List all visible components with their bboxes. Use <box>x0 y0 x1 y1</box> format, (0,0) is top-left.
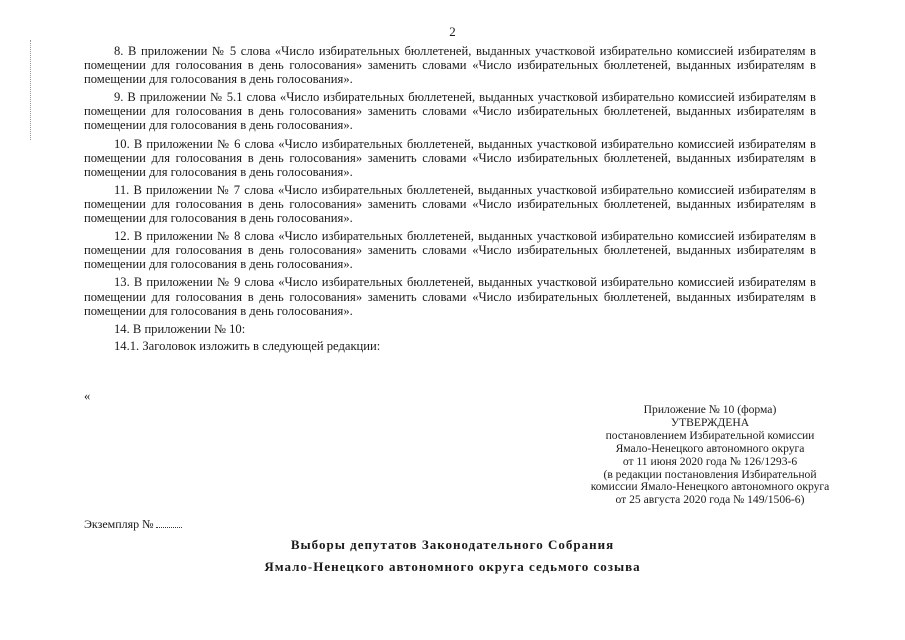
approval-line: (в редакции постановления Избирательной <box>603 467 817 481</box>
page-number: 2 <box>449 24 456 39</box>
election-heading-line2: Ямало-Ненецкого автономного округа седьмого созыва <box>264 559 641 574</box>
paragraph-14-1: 14.1. Заголовок изложить в следующей редакции: <box>114 338 381 353</box>
copy-number-blank <box>156 527 182 528</box>
approval-line: от 11 июня 2020 года № 126/1293-6 <box>622 454 798 468</box>
approval-line: УТВЕРЖДЕНА <box>670 415 750 429</box>
paragraph-12: 12. В приложении № 8 слова «Число избирательных бюллетеней, выданных участковой избирательно комиссией избирателям в помещении для голосования в день голосования» заменить словами «Число избирательных бюллетеней, выданных избирателям в помещении для голосования в день голосования». <box>84 229 816 272</box>
paragraph-8: 8. В приложении № 5 слова «Число избирательных бюллетеней, выданных участковой избирательно комиссией избирателям в помещении для голосования в день голосования» заменить словами «Число избирательных бюллетеней, выданных избирателям в помещении для голосования в день голосования». <box>84 44 816 87</box>
paragraph-13: 13. В приложении № 9 слова «Число избирательных бюллетеней, выданных участковой избирательно комиссией избирателям в помещении для голосования в день голосования» заменить словами «Число избирательных бюллетеней, выданных избирателям в помещении для голосования в день голосования». <box>84 275 816 318</box>
copy-label: Экземпляр № <box>84 517 154 531</box>
opening-quote: « <box>84 389 91 403</box>
paragraph-14: 14. В приложении № 10: <box>114 321 246 336</box>
approval-line: постановлением Избирательной комиссии <box>605 428 815 442</box>
approval-line: от 25 августа 2020 года № 149/1506-6) <box>615 493 805 507</box>
paragraph-11: 11. В приложении № 7 слова «Число избирательных бюллетеней, выданных участковой избирательно комиссией избирателям в помещении для голосования в день голосования» заменить словами «Число избирательных бюллетеней, выданных избирателям в помещении для голосования в день голосования». <box>84 182 816 226</box>
paragraph-9: 9. В приложении № 5.1 слова «Число избирательных бюллетеней, выданных участковой избирательно комиссией избирателям в помещении для голосования в день голосования» заменить словами «Число избирательных бюллетеней, выданных избирателям в помещении для голосования в день голосования». <box>84 90 816 133</box>
body-text <box>84 44 816 356</box>
approval-line: комиссии Ямало-Ненецкого автономного округа <box>590 480 830 494</box>
election-heading-line1: Выборы депутатов Законодательного Собрания <box>290 537 615 552</box>
margin-dotted-line <box>30 40 32 140</box>
copy-number <box>84 517 182 532</box>
paragraph-10: 10. В приложении № 6 слова «Число избирательных бюллетеней, выданных участковой избирательно комиссией избирателям в помещении для голосования в день голосования» заменить словами «Число избирательных бюллетеней, выданных избирателям в помещении для голосования в день голосования». <box>84 136 816 179</box>
approval-block <box>560 404 860 507</box>
approval-line: Ямало-Ненецкого автономного округа <box>615 441 805 455</box>
approval-line: Приложение № 10 (форма) <box>643 403 777 416</box>
